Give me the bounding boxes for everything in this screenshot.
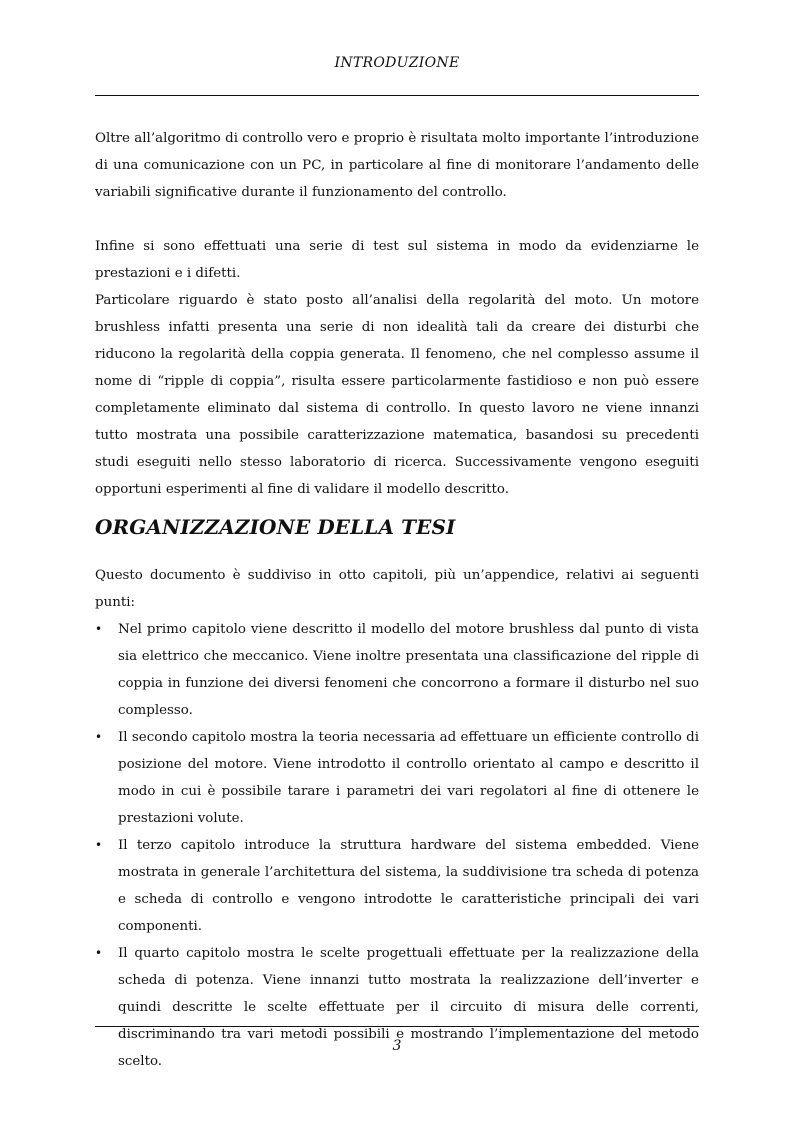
chapter-list-item — [95, 832, 699, 940]
bullet-icon: • — [95, 622, 103, 636]
chapter-list-item — [95, 724, 699, 832]
footer-rule — [95, 1026, 699, 1027]
chapter-list-item — [95, 616, 699, 724]
bullet-icon: • — [95, 946, 103, 960]
chapter-list-item-text: Nel primo capitolo viene descritto il modello del motore brushless dal punto di vista sia elettrico che meccanico. Viene inoltre presentata una classificazione del ripple di coppia in funzione dei diversi fenomeni che concorrono a formare il disturbo nel suo complesso. — [118, 622, 699, 718]
paragraph-spacer — [95, 206, 699, 233]
body-text — [95, 125, 699, 503]
chapter-list-item — [95, 940, 699, 1075]
bullet-icon: • — [95, 838, 103, 852]
bullet-icon: • — [95, 730, 103, 744]
paragraph-tests: Infine si sono effettuati una serie di test sul sistema in modo da evidenziarne le prestazioni e i difetti. — [95, 239, 699, 281]
chapter-list — [95, 616, 699, 1075]
running-header: INTRODUZIONE — [334, 55, 460, 71]
section-heading: ORGANIZZAZIONE DELLA TESI — [95, 515, 456, 539]
chapter-list-item-text: Il quarto capitolo mostra le scelte progettuali effettuate per la realizzazione della scheda di potenza. Viene innanzi tutto mostrata la realizzazione dell’inverter e quindi descritte le scelte effettuate per il circuito di misura delle correnti, discriminando tra vari metodi possibili e mostrando l’implementazione del metodo scelto. — [118, 946, 699, 1069]
section-intro: Questo documento è suddiviso in otto capitoli, più un’appendice, relativi ai seguenti punti: — [95, 568, 699, 610]
chapter-list-item-text: Il secondo capitolo mostra la teoria necessaria ad effettuare un efficiente controllo di posizione del motore. Viene introdotto il controllo orientato al campo e descritto il modo in cui è possibile tarare i parametri dei vari regolatori al fine di ottenere le prestazioni volute. — [118, 730, 699, 826]
paragraph-ripple: Particolare riguardo è stato posto all’analisi della regolarità del moto. Un motore brushless infatti presenta una serie di non idealità tali da creare dei disturbi che riducono la regolarità della coppia generata. Il fenomeno, che nel complesso assume il nome di “ripple di coppia”, risulta essere particolarmente fastidioso e non può essere completamente eliminato dal sistema di controllo. In questo lavoro ne viene innanzi tutto mostrata una possibile caratterizzazione matematica, basandosi su precedenti studi eseguiti nello stesso laboratorio di ricerca. Successivamente vengono eseguiti opportuni esperimenti al fine di validare il modello descritto. — [95, 293, 699, 497]
paragraph-communication: Oltre all’algoritmo di controllo vero e proprio è risultata molto importante l’introduzione di una comunicazione con un PC, in particolare al fine di monitorare l’andamento delle variabili significative durante il funzionamento del controllo. — [95, 131, 699, 200]
chapter-list-item-text: Il terzo capitolo introduce la struttura hardware del sistema embedded. Viene mostrata in generale l’architettura del sistema, la suddivisione tra scheda di potenza e scheda di controllo e vengono introdotte le caratteristiche principali dei vari componenti. — [118, 838, 699, 934]
page-number: 3 — [392, 1038, 402, 1054]
chapter-outline — [95, 562, 699, 1075]
header-rule — [95, 95, 699, 96]
